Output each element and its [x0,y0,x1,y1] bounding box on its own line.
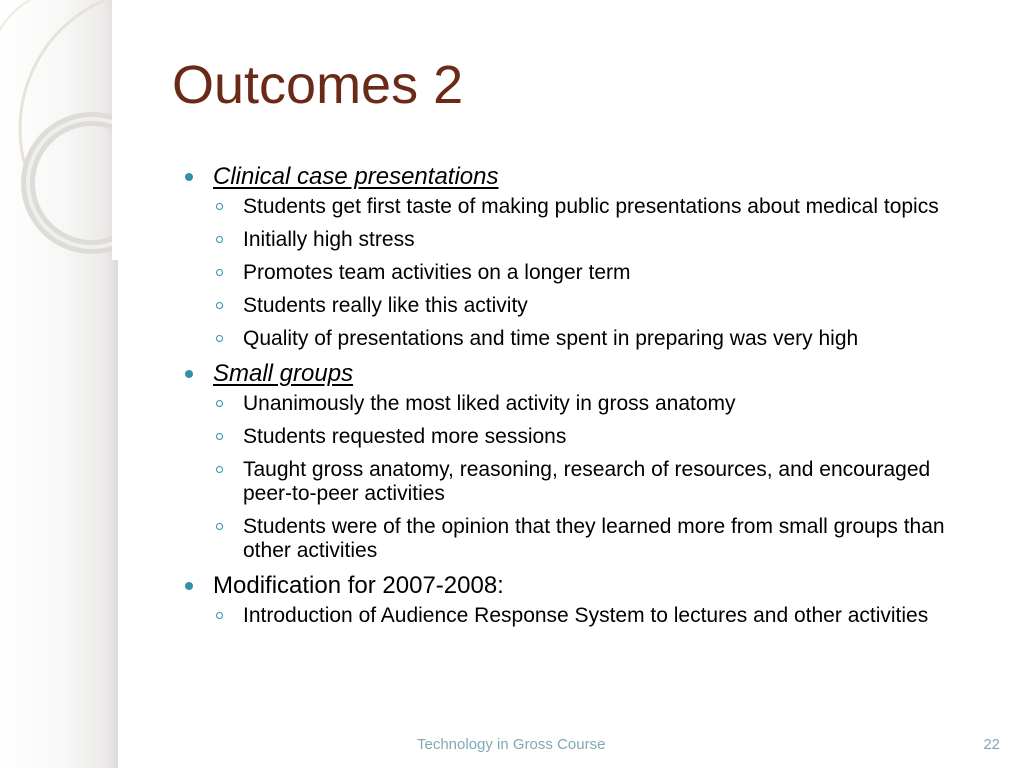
ring-bullet-icon [216,612,223,619]
section-heading-clinical: Clinical case presentations [184,163,984,191]
list-item: Students requested more sessions [184,425,984,449]
page-number: 22 [983,736,1000,753]
decorative-rings [0,0,130,260]
round-bullet-icon [185,370,193,378]
ring-bullet-icon [216,433,223,440]
ring-bullet-icon [216,236,223,243]
ring-bullet-icon [216,523,223,530]
ring-bullet-icon [216,466,223,473]
section-heading-modification: Modification for 2007-2008: [184,572,984,600]
round-bullet-icon [185,173,193,181]
sub-list-small-groups [184,392,984,563]
ring-bullet-icon [216,335,223,342]
slide-content [184,163,984,637]
list-item: Introduction of Audience Response System to lectures and other activities [184,604,984,628]
footer-text: Technology in Gross Course [417,736,606,753]
ring-bullet-icon [216,203,223,210]
list-item: Initially high stress [184,228,984,252]
list-item: Promotes team activities on a longer term [184,261,984,285]
list-item: Unanimously the most liked activity in gross anatomy [184,392,984,416]
ring-bullet-icon [216,302,223,309]
section-heading-small-groups: Small groups [184,360,984,388]
sub-list-clinical [184,195,984,351]
list-item: Quality of presentations and time spent in preparing was very high [184,327,984,351]
list-item: Students get first taste of making public presentations about medical topics [184,195,984,219]
ring-bullet-icon [216,400,223,407]
ring-bullet-icon [216,269,223,276]
sub-list-modification [184,604,984,628]
round-bullet-icon [185,582,193,590]
list-item: Students really like this activity [184,294,984,318]
list-item: Taught gross anatomy, reasoning, research of resources, and encouraged peer-to-peer activities [184,458,984,506]
list-item: Students were of the opinion that they learned more from small groups than other activities [184,515,984,563]
slide-title: Outcomes 2 [172,55,464,115]
